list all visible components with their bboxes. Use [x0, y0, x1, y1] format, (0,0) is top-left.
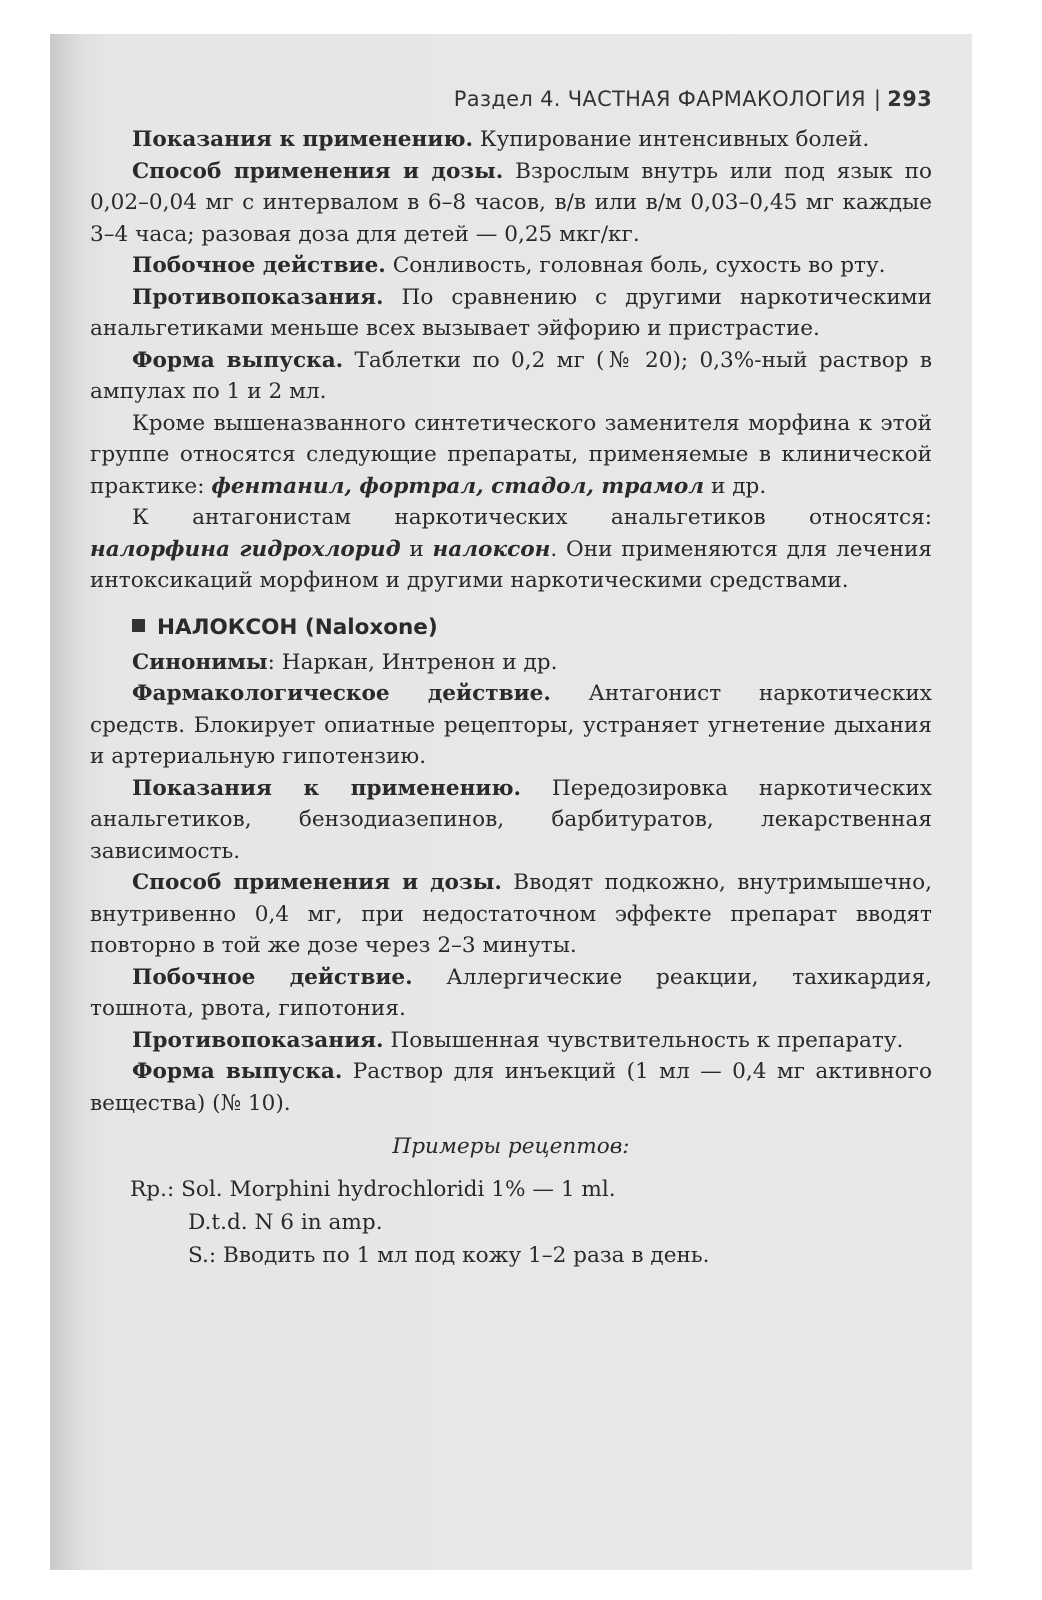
label-release-form: Форма выпуска. [132, 347, 344, 373]
label-naloxone-contraindications: Противопоказания. [132, 1027, 384, 1053]
text-synonyms: : Наркан, Интренон и др. [267, 649, 558, 675]
label-contraindications: Противопоказания. [132, 284, 384, 310]
header-separator: | [873, 87, 882, 111]
text-naloxone-indications: Передозировка наркотических анальгетиков, бензодиазепинов, барбитуратов, лекарственная зависимость. [90, 775, 932, 864]
section-title: НАЛОКСОН (Naloxone) [157, 614, 438, 640]
header-section-title: Раздел 4. ЧАСТНАЯ ФАРМАКОЛОГИЯ [453, 87, 866, 111]
text-antagonists: К антагонистам наркотических анальгетиков относятся: [132, 505, 932, 530]
text-antagonists-end: . Они применяются для лечения интоксикаций морфином и другими наркотическими средствами. [90, 536, 932, 593]
label-naloxone-dosage: Способ применения и дозы. [132, 870, 502, 895]
running-header [90, 84, 932, 124]
text-dosage: Взрослым внутрь или под язык по 0,02–0,04 мг с интервалом в 6–8 часов, в/в или в/м 0,03–0,45 мг каждые 3–4 часа; разовая доза для детей — 0,25 мкг/кг. [90, 158, 932, 247]
text-contraindications: По сравнению с другими наркотическими анальгетиками меньше всех вызывает эйфорию и пристрастие. [90, 284, 932, 341]
paragraph-synonyms [90, 647, 932, 679]
label-side-effects: Побочное действие. [132, 253, 386, 278]
label-naloxone-side-effects: Побочное действие. [132, 964, 413, 990]
text-and: и [400, 536, 433, 562]
text-naloxone-contraindications: Повышенная чувствительность к препарату. [383, 1027, 904, 1053]
paragraph-other-drugs [90, 408, 932, 503]
paragraph-naloxone-release-form [90, 1056, 932, 1119]
paragraph-naloxone-dosage [90, 867, 932, 962]
label-naloxone-release-form: Форма выпуска. [132, 1059, 343, 1084]
text-indications: Купирование интенсивных болей. [473, 127, 870, 152]
section-heading-naloxone [132, 613, 932, 643]
text-naloxone-release-form: Раствор для инъекций (1 мл — 0,4 мг активного вещества) (№ 10). [90, 1059, 932, 1116]
text-side-effects: Сонливость, головная боль, сухость во рту. [385, 253, 886, 278]
paragraph-naloxone-contraindications [90, 1025, 932, 1057]
paragraph-dosage [90, 156, 932, 251]
label-naloxone-indications: Показания к применению. [132, 775, 522, 801]
prescription-line-rp: Rp.: Sol. Morphini hydrochloridi 1% — 1 ml. [130, 1177, 616, 1202]
paragraph-release-form [90, 345, 932, 408]
text-other-drugs: Кроме вышеназванного синтетического заменителя морфина к этой группе относятся следующие препараты, применяемые в клинической практике: [90, 410, 932, 499]
examples-title: Примеры рецептов: [392, 1134, 630, 1159]
paragraph-naloxone-indications [90, 773, 932, 868]
label-dosage: Способ применения и дозы. [132, 158, 504, 184]
page-content [90, 84, 932, 1272]
prescription-line-dtd: D.t.d. N 6 in amp. [188, 1210, 383, 1235]
prescription-block [90, 1173, 932, 1272]
paragraph-pharm-action [90, 678, 932, 773]
drug-list: фентанил, фортрал, стадол, трамол [211, 473, 705, 499]
square-bullet-icon [132, 619, 145, 632]
paragraph-antagonists [90, 502, 932, 597]
paragraph-side-effects [90, 250, 932, 282]
text-naloxone-dosage: Вводят подкожно, внутримышечно, внутривенно 0,4 мг, при недостаточном эффекте препарат вводят повторно в той же дозе через 2–3 минуты. [90, 870, 932, 958]
text-pharm-action: Антагонист наркотических средств. Блокирует опиатные рецепторы, устраняет угнетение дыхания и артериальную гипотензию. [90, 681, 932, 769]
prescription-line-signa: S.: Вводить по 1 мл под кожу 1–2 раза в день. [188, 1243, 710, 1268]
label-synonyms: Синонимы [132, 649, 268, 675]
label-indications: Показания к применению. [132, 127, 473, 152]
paragraph-naloxone-side-effects [90, 962, 932, 1025]
paragraph-contraindications [90, 282, 932, 345]
label-pharm-action: Фармакологическое действие. [132, 681, 551, 706]
text-naloxone-side-effects: Аллергические реакции, тахикардия, тошнота, рвота, гипотония. [90, 964, 932, 1021]
drug-nalorphine: налорфина гидрохлорид [90, 536, 401, 562]
text-release-form: Таблетки по 0,2 мг (№ 20); 0,3%-ный раствор в ампулах по 1 и 2 мл. [90, 347, 932, 404]
paragraph-indications [90, 124, 932, 156]
page-number: 293 [887, 87, 932, 111]
drug-naloxone: налоксон [432, 536, 551, 562]
book-page [50, 34, 972, 1570]
text-other-drugs-end: и др. [704, 473, 767, 499]
